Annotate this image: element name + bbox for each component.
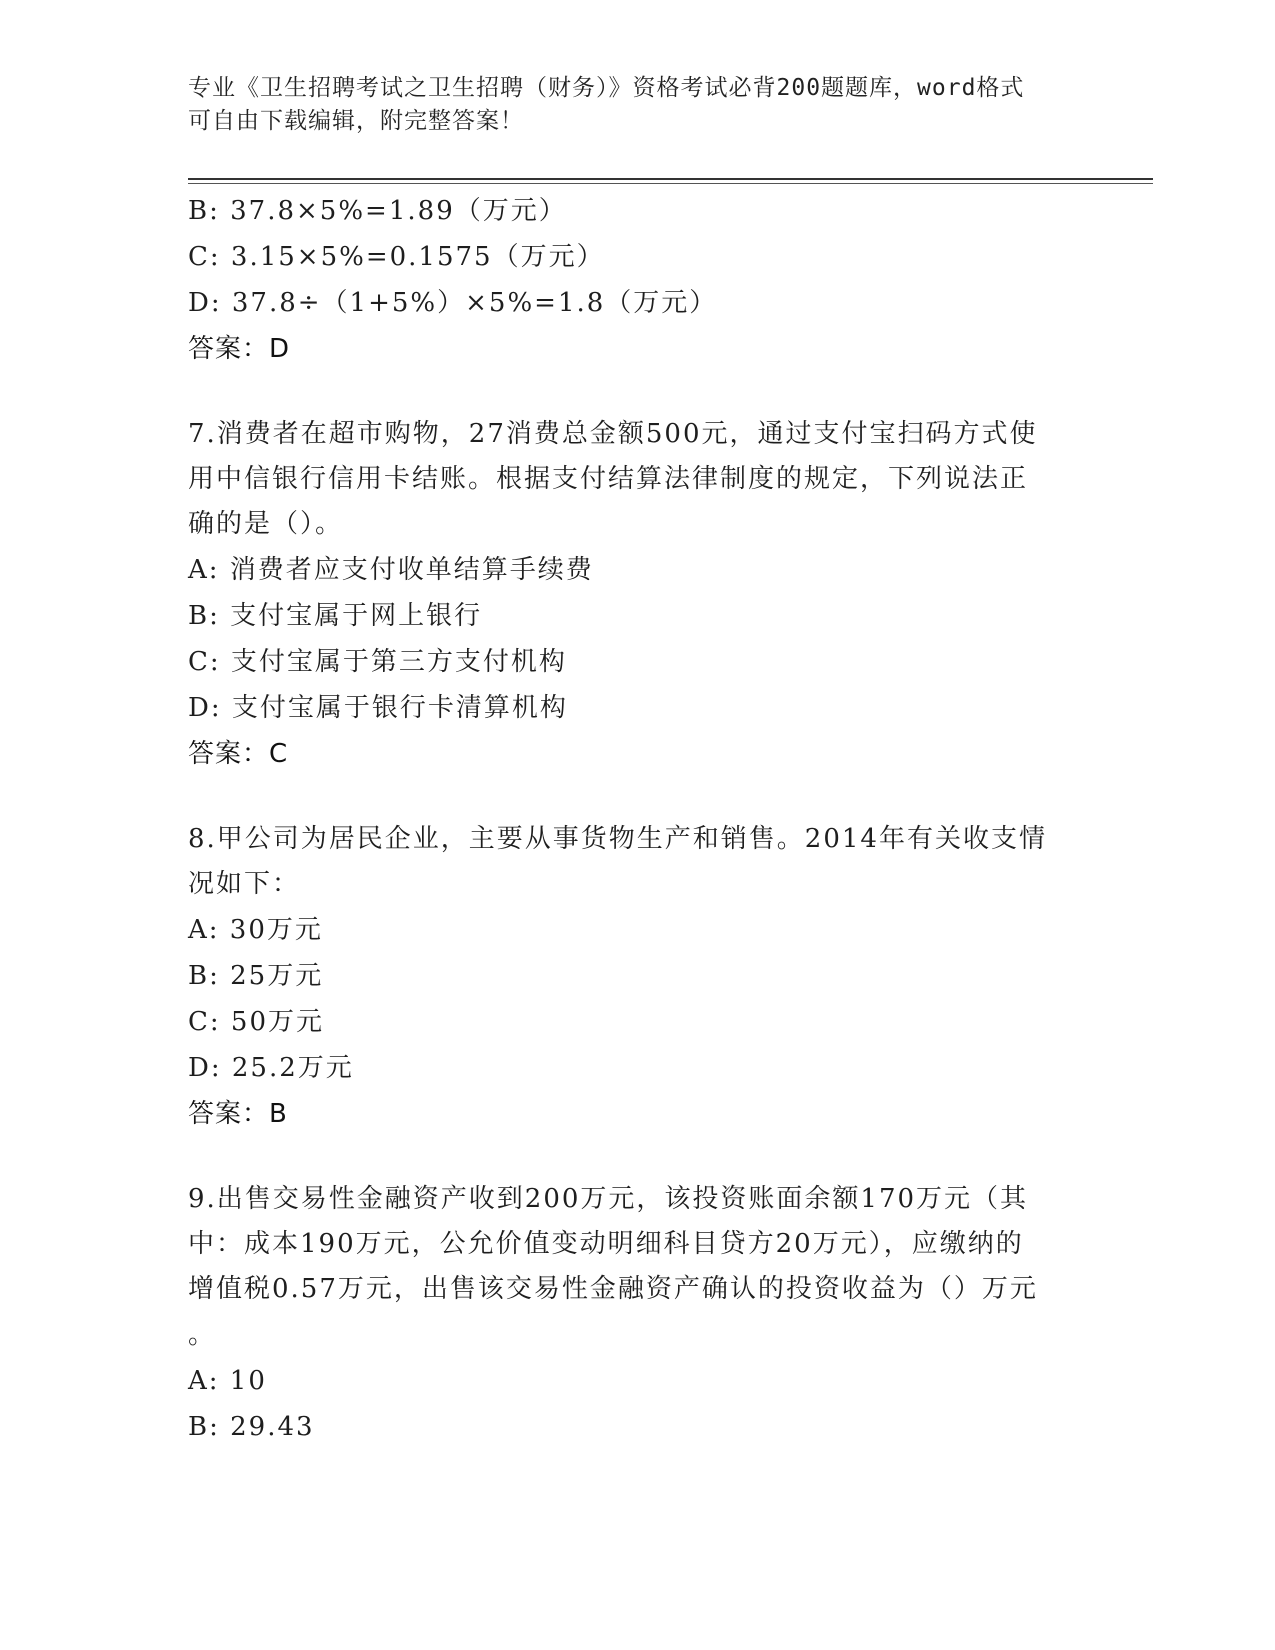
question-stem-line: 确的是（）。 <box>188 509 344 539</box>
question-stem-line: 8.甲公司为居民企业，主要从事货物生产和销售。2014年有关收支情 <box>188 824 1047 854</box>
question-8 <box>188 817 1088 1137</box>
answer-line: 答案：D <box>188 334 291 364</box>
option-a: A: 30万元 <box>188 915 323 945</box>
option-c: C: 50万元 <box>188 1007 325 1037</box>
option-d: D: 支付宝属于银行卡清算机构 <box>188 693 568 723</box>
option-a: A: 消费者应支付收单结算手续费 <box>188 555 594 585</box>
question-6 <box>188 188 1088 372</box>
question-stem-line: 况如下： <box>188 869 301 899</box>
option-d: D: 37.8÷（1+5%）×5%=1.8（万元） <box>188 288 718 318</box>
question-stem-line: 7.消费者在超市购物，27消费总金额500元，通过支付宝扫码方式使 <box>188 419 1038 449</box>
question-stem-line: 增值税0.57万元，出售该交易性金融资产确认的投资收益为（）万元 <box>188 1274 1038 1304</box>
question-stem-line: 中：成本190万元，公允价值变动明细科目贷方20万元），应缴纳的 <box>188 1229 1024 1259</box>
option-b: B: 29.43 <box>188 1412 315 1442</box>
question-content <box>188 188 1088 1450</box>
option-c: C: 支付宝属于第三方支付机构 <box>188 647 567 677</box>
option-d: D: 25.2万元 <box>188 1053 354 1083</box>
spacer <box>188 372 1088 412</box>
header-title-line-1: 专业《卫生招聘考试之卫生招聘（财务）》资格考试必背200题题库，word格式 <box>188 75 1025 101</box>
answer-line: 答案：B <box>188 1099 288 1129</box>
answer-line: 答案：C <box>188 739 289 769</box>
spacer <box>188 777 1088 817</box>
header-divider-thick <box>188 178 1153 180</box>
question-stem-line: 用中信银行信用卡结账。根据支付结算法律制度的规定，下列说法正 <box>188 464 1029 494</box>
spacer <box>188 1137 1088 1177</box>
option-a: A: 10 <box>188 1366 267 1396</box>
question-stem-line: 。 <box>188 1320 217 1350</box>
document-header <box>188 72 1068 138</box>
option-b: B: 支付宝属于网上银行 <box>188 601 483 631</box>
option-b: B: 37.8×5%=1.89（万元） <box>188 196 567 226</box>
header-divider-thin <box>188 183 1153 184</box>
question-7 <box>188 412 1088 777</box>
header-title-line-2: 可自由下载编辑，附完整答案！ <box>188 108 524 134</box>
question-9 <box>188 1177 1088 1450</box>
question-stem-line: 9.出售交易性金融资产收到200万元，该投资账面余额170万元（其 <box>188 1184 1029 1214</box>
option-c: C: 3.15×5%=0.1575（万元） <box>188 242 605 272</box>
option-b: B: 25万元 <box>188 961 324 991</box>
